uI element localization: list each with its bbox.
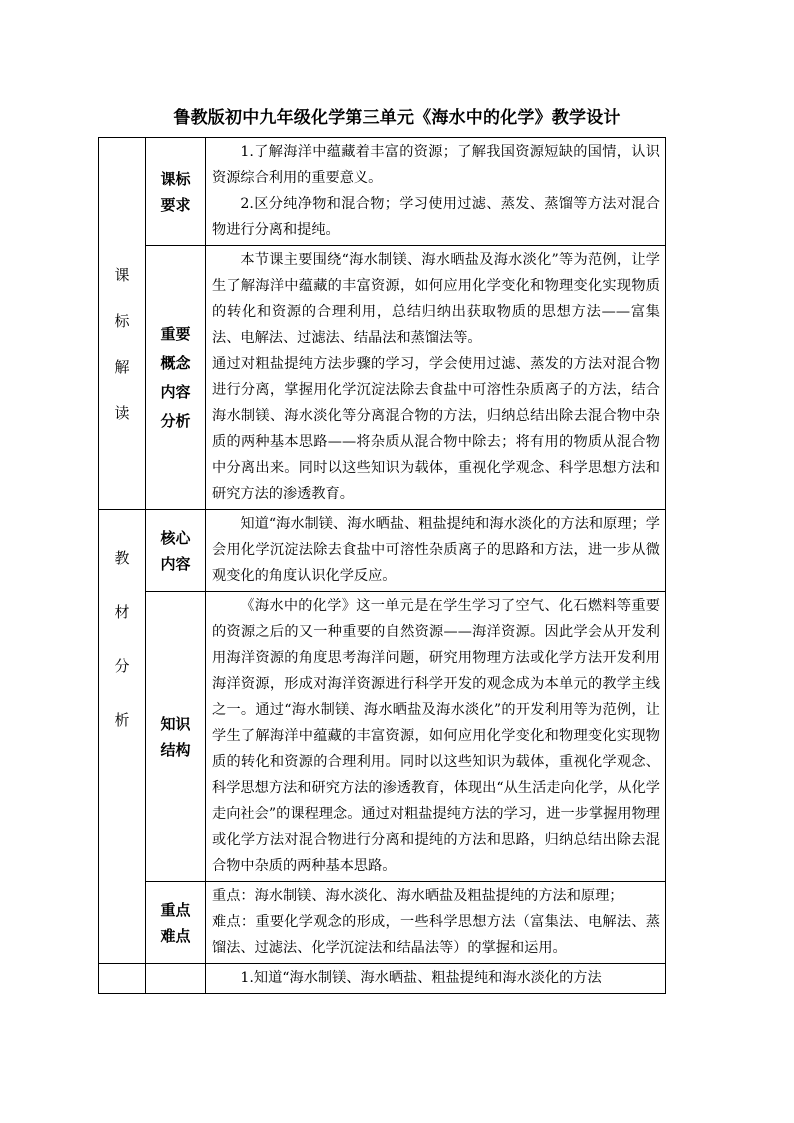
table-row xyxy=(99,592,666,882)
table-row xyxy=(99,964,666,994)
curriculum-requirements-text: 1.了解海洋中蕴藏着丰富的资源；了解我国资源短缺的国情，认识资源综合利用的重要意义。 2.区分纯净物和混合物；学习使用过滤、蒸发、蒸馏等方法对混合物进行分离和提纯。 xyxy=(206,138,666,246)
section-label-textbook-analysis: 教 材 分 析 xyxy=(99,510,146,964)
row-label-core-content: 核心 内容 xyxy=(146,510,206,592)
knowledge-structure-text: 《海水中的化学》这一单元是在学生学习了空气、化石燃料等重要的资源之后的又一种重要的自然资源——海洋资源。因此学会从开发利用海洋资源的角度思考海洋问题，研究用物理方法或化学方法开发利用海洋资源，形成对海洋资源进行科学开发的观念成为本单元的教学主线之一。通过“海水制镁、海水晒盐及海水淡化”的开发利用等为范例，让学生了解海洋中蕴藏的丰富资源，如何应用化学变化和物理变化实现物质的转化和资源的合理利用。同时以这些知识为载体，重视化学观念、科学思想方法和研究方法的渗透教育，体现出“从生活走向化学，从化学走向社会”的课程理念。通过对粗盐提纯方法的学习，进一步掌握用物理或化学方法对混合物进行分离和提纯的方法和思路，归纳总结出除去混合物中杂质的两种基本思路。 xyxy=(206,592,666,882)
row-label-key-concepts: 重要 概念 内容 分析 xyxy=(146,246,206,510)
key-concepts-text: 本节课主要围绕“海水制镁、海水晒盐及海水淡化”等为范例，让学生了解海洋中蕴藏的丰富资源，如何应用化学变化和物理变化实现物质的转化和资源的合理利用，总结归纳出获取物质的思想方法——富集法、电解法、过滤法、结晶法和蒸馏法等。 通过对粗盐提纯方法步骤的学习，学会使用过滤、蒸发的方法对混合物进行分离，掌握用化学沉淀法除去食盐中可溶性杂质离子的方法，结合海水制镁、海水淡化等分离混合物的方法，归纳总结出除去混合物中杂质的两种基本思路——将杂质从混合物中除去；将有用的物质从混合物中分离出来。同时以这些知识为载体，重视化学观念、科学思想方法和研究方法的渗透教育。 xyxy=(206,246,666,510)
key-difficult-points-text: 重点：海水制镁、海水淡化、海水晒盐及粗盐提纯的方法和原理； 难点：重要化学观念的形成，一些科学思想方法（富集法、电解法、蒸馏法、过滤法、化学沉淀法和结晶法等）的掌握和运用。 xyxy=(206,882,666,964)
section-label-standards: 课 标 解 读 xyxy=(99,138,146,510)
row-label-curriculum-requirements: 课标 要求 xyxy=(146,138,206,246)
row-label-knowledge-structure: 知识 结构 xyxy=(146,592,206,882)
document-title: 鲁教版初中九年级化学第三单元《海水中的化学》教学设计 xyxy=(173,108,621,128)
lesson-design-table xyxy=(98,137,666,994)
empty-cell xyxy=(146,964,206,994)
empty-cell xyxy=(99,964,146,994)
core-content-text: 知道“海水制镁、海水晒盐、粗盐提纯和海水淡化的方法和原理；学会用化学沉淀法除去食盐中可溶性杂质离子的思路和方法，进一步从微观变化的角度认识化学反应。 xyxy=(206,510,666,592)
table-row xyxy=(99,510,666,592)
table-row xyxy=(99,138,666,246)
table-row xyxy=(99,882,666,964)
row-label-key-difficult-points: 重点 难点 xyxy=(146,882,206,964)
table-row xyxy=(99,246,666,510)
bottom-row-text: 1.知道“海水制镁、海水晒盐、粗盐提纯和海水淡化的方法 xyxy=(206,964,666,994)
